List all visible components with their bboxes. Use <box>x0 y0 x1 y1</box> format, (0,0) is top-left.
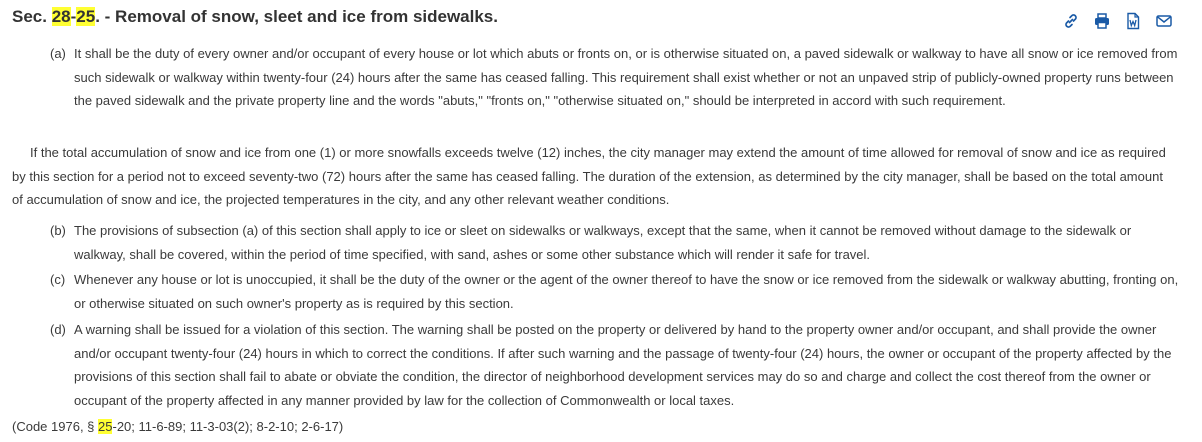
section-title <box>12 7 498 27</box>
subsection-label: (c) <box>50 272 66 287</box>
history-note <box>12 415 343 439</box>
extension-paragraph: If the total accumulation of snow and ice from one (1) or more snowfalls exceeds twelve (12) inches, the city manager may extend the amount of time allowed for removal of snow and ice as required by this section for a period not to exceed seventy-two (72) hours after the same has ceased falling. The duration of the extension, as determined by the city manager, shall be based on the total amount of accumulation of snow and ice, the projected temperatures in the city, and any other relevant weather conditions. <box>12 145 1166 207</box>
section-number-highlight: 25 <box>76 7 96 26</box>
subsection-text: It shall be the duty of every owner and/or occupant of every house or lot which abuts or fronts on, or is otherwise situated on, a paved sidewalk or walkway to have all snow or ice removed from such sidewalk or walkway within twenty-four (24) hours after the same has ceased falling. This requirement shall exist whether or not an unpaved strip of publicly-owned property runs between the paved sidewalk and the private property line and the words "abuts," "fronts on," "otherwise situated on," should be interpreted in accord with such requirement. <box>74 46 1178 108</box>
subsection-label: (d) <box>50 322 66 337</box>
email-icon[interactable] <box>1155 12 1173 30</box>
section-number-dash: - <box>70 7 77 26</box>
subsection-text: Whenever any house or lot is unoccupied, it shall be the duty of the owner or the agent of the owner thereof to have the snow or ice removed from the sidewalk or walkway abutting, fronting on, or otherwise situated on such owner's property as is required by this section. <box>74 272 1179 311</box>
section-title-text: . - Removal of snow, sleet and ice from sidewalks. <box>95 7 498 26</box>
history-prefix: (Code 1976, § <box>12 419 99 434</box>
word-document-icon[interactable] <box>1124 12 1142 30</box>
subsection-label: (a) <box>50 46 66 61</box>
section-toolbar <box>1062 12 1173 30</box>
subsection-text: A warning shall be issued for a violation of this section. The warning shall be posted on the property or delivered by hand to the property owner and/or occupant, and shall provide the owner and/or occupant twenty-four (24) hours in which to correct the conditions. If after such warning and the passage of twenty-four (24) hours, the owner or occupant of the property affected by the provisions of this section shall fail to abate or obviate the condition, the director of neighborhood development services may do so and charge and collect the cost thereof from the owner or occupant of the property affected in any manner provided by law for the collection of Commonwealth or local taxes. <box>74 322 1172 408</box>
print-icon[interactable] <box>1093 12 1111 30</box>
section-prefix: Sec. <box>12 7 52 26</box>
section-number-highlight: 28 <box>51 7 71 26</box>
history-text: -20; 11-6-89; 11-3-03(2); 8-2-10; 2-6-17) <box>112 419 344 434</box>
subsection-label: (b) <box>50 223 66 238</box>
history-highlight: 25 <box>98 419 113 434</box>
link-icon[interactable] <box>1062 12 1080 30</box>
subsection-text: The provisions of subsection (a) of this section shall apply to ice or sleet on sidewalks or walkways, except that the same, when it cannot be removed without damage to the sidewalk or walkway, shall be covered, within the period of time specified, with sand, ashes or some other substance which will render it safe for travel. <box>74 223 1132 262</box>
